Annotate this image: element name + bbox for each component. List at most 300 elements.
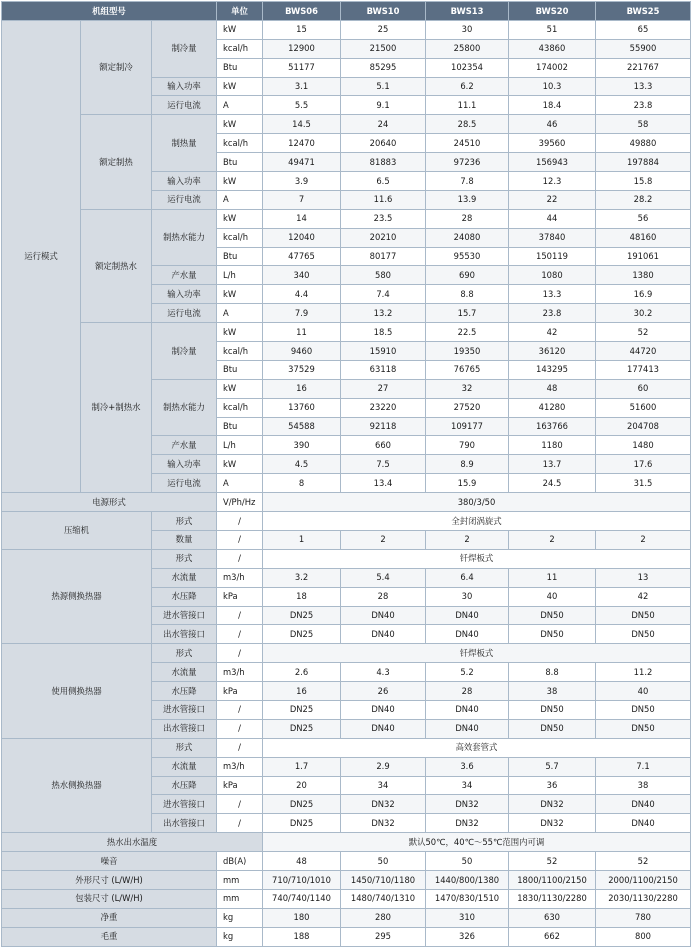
value-cell: 12900: [263, 39, 341, 58]
table-row: [2, 908, 691, 927]
unit-cell: A: [217, 474, 263, 493]
value-cell: DN40: [426, 719, 509, 738]
value-cell: 16: [263, 682, 341, 701]
value-cell: 8.8: [509, 663, 596, 682]
table-row: [2, 512, 691, 531]
value-cell: 48: [509, 379, 596, 398]
value-cell: 40: [509, 587, 596, 606]
value-cell: 31.5: [596, 474, 691, 493]
value-cell: 6.5: [341, 172, 426, 191]
unit-cell: kW: [217, 172, 263, 191]
value-cell: 15.7: [426, 304, 509, 323]
unit-cell: L/h: [217, 266, 263, 285]
value-cell: 20640: [341, 134, 426, 153]
pack-dims-label: 包装尺寸 (L/W/H): [2, 889, 217, 908]
param-label: 运行电流: [152, 474, 217, 493]
unit-cell: /: [217, 700, 263, 719]
unit-cell: kcal/h: [217, 39, 263, 58]
value-cell: 280: [341, 908, 426, 927]
rated-hot-water-label: 额定制热水: [81, 209, 152, 322]
value-cell: DN50: [509, 625, 596, 644]
value-cell: 18.4: [509, 96, 596, 115]
value-cell: 48160: [596, 228, 691, 247]
value-cell: 50: [426, 852, 509, 871]
value-cell: 662: [509, 927, 596, 946]
value-cell: 39560: [509, 134, 596, 153]
unit-cell: A: [217, 304, 263, 323]
value-cell: 63118: [341, 360, 426, 379]
value-cell: 11: [509, 568, 596, 587]
value-cell: DN50: [509, 719, 596, 738]
hx-type: 钎焊板式: [263, 644, 691, 663]
unit-cell: kcal/h: [217, 398, 263, 417]
value-cell: 34: [341, 776, 426, 795]
value-cell: 28.5: [426, 115, 509, 134]
value-cell: 790: [426, 436, 509, 455]
heat-source-hx-label: 热源侧换热器: [2, 549, 152, 643]
model-header: 机组型号: [2, 2, 217, 21]
value-cell: DN50: [596, 719, 691, 738]
value-cell: DN40: [426, 606, 509, 625]
value-cell: 5.1: [341, 77, 426, 96]
value-cell: 13760: [263, 398, 341, 417]
value-cell: 11.1: [426, 96, 509, 115]
table-row: [2, 20, 691, 39]
unit-cell: /: [217, 738, 263, 757]
value-cell: 11.6: [341, 190, 426, 209]
param-label: 输入功率: [152, 77, 217, 96]
value-cell: 174002: [509, 58, 596, 77]
value-cell: 24.5: [509, 474, 596, 493]
value-cell: 95530: [426, 247, 509, 266]
dims-label: 外形尺寸 (L/W/H): [2, 870, 217, 889]
power-label: 电源形式: [2, 493, 217, 512]
value-cell: 16.9: [596, 285, 691, 304]
value-cell: 1480/740/1310: [341, 889, 426, 908]
value-cell: 23.8: [509, 304, 596, 323]
value-cell: 2000/1100/2150: [596, 870, 691, 889]
unit-cell: kg: [217, 908, 263, 927]
model-name: BWS10: [341, 2, 426, 21]
value-cell: 44: [509, 209, 596, 228]
value-cell: DN25: [263, 700, 341, 719]
value-cell: 188: [263, 927, 341, 946]
value-cell: 18: [263, 587, 341, 606]
value-cell: 54588: [263, 417, 341, 436]
value-cell: 13.4: [341, 474, 426, 493]
value-cell: DN25: [263, 625, 341, 644]
value-cell: DN40: [341, 625, 426, 644]
gross-weight-label: 毛重: [2, 927, 217, 946]
unit-cell: kPa: [217, 776, 263, 795]
use-side-hx-label: 使用侧换热器: [2, 644, 152, 738]
value-cell: 1440/800/1380: [426, 870, 509, 889]
value-cell: 1080: [509, 266, 596, 285]
value-cell: 2: [426, 530, 509, 549]
param-label: 水流量: [152, 757, 217, 776]
param-label: 出水管接口: [152, 814, 217, 833]
table-row: [2, 115, 691, 134]
value-cell: 23220: [341, 398, 426, 417]
param-label: 运行电流: [152, 96, 217, 115]
value-cell: 16: [263, 379, 341, 398]
run-mode-label: 运行模式: [2, 20, 81, 492]
value-cell: 56: [596, 209, 691, 228]
value-cell: DN32: [341, 814, 426, 833]
value-cell: DN32: [341, 795, 426, 814]
value-cell: 295: [341, 927, 426, 946]
value-cell: 81883: [341, 153, 426, 172]
unit-cell: /: [217, 644, 263, 663]
value-cell: 12.3: [509, 172, 596, 191]
unit-cell: L/h: [217, 436, 263, 455]
value-cell: 1800/1100/2150: [509, 870, 596, 889]
unit-cell: kPa: [217, 587, 263, 606]
table-row: [2, 833, 691, 852]
value-cell: DN32: [426, 814, 509, 833]
param-label: 输入功率: [152, 455, 217, 474]
value-cell: 24510: [426, 134, 509, 153]
value-cell: 11.2: [596, 663, 691, 682]
value-cell: 80177: [341, 247, 426, 266]
unit-cell: kW: [217, 379, 263, 398]
param-label: 水流量: [152, 568, 217, 587]
unit-cell: kPa: [217, 682, 263, 701]
table-row: [2, 927, 691, 946]
value-cell: 23.8: [596, 96, 691, 115]
hx-type: 高效套管式: [263, 738, 691, 757]
cool-plus-hw-label: 制冷+制热水: [81, 323, 152, 493]
compressor-label: 压缩机: [2, 512, 152, 550]
value-cell: DN40: [341, 719, 426, 738]
unit-cell: dB(A): [217, 852, 263, 871]
value-cell: 800: [596, 927, 691, 946]
table-row: [2, 323, 691, 342]
value-cell: 12040: [263, 228, 341, 247]
unit-cell: kg: [217, 927, 263, 946]
hx-type: 钎焊板式: [263, 549, 691, 568]
unit-cell: A: [217, 190, 263, 209]
table-row: [2, 493, 691, 512]
value-cell: 7.8: [426, 172, 509, 191]
value-cell: 156943: [509, 153, 596, 172]
unit-cell: /: [217, 606, 263, 625]
value-cell: DN40: [596, 814, 691, 833]
value-cell: 15: [263, 20, 341, 39]
table-row: [2, 889, 691, 908]
value-cell: 50: [341, 852, 426, 871]
value-cell: 27: [341, 379, 426, 398]
value-cell: 14.5: [263, 115, 341, 134]
value-cell: 51: [509, 20, 596, 39]
param-label: 水流量: [152, 663, 217, 682]
value-cell: 177413: [596, 360, 691, 379]
value-cell: 28: [341, 587, 426, 606]
value-cell: 710/710/1010: [263, 870, 341, 889]
spec-table: [1, 1, 691, 947]
value-cell: DN25: [263, 795, 341, 814]
value-cell: 1450/710/1180: [341, 870, 426, 889]
hw-temp-value: 默认50℃，40℃～55℃范围内可调: [263, 833, 691, 852]
value-cell: 28.2: [596, 190, 691, 209]
value-cell: 7.1: [596, 757, 691, 776]
value-cell: 1.7: [263, 757, 341, 776]
rated-heating-label: 额定制热: [81, 115, 152, 209]
value-cell: DN50: [509, 606, 596, 625]
value-cell: 3.6: [426, 757, 509, 776]
value-cell: 1470/830/1510: [426, 889, 509, 908]
value-cell: 13.2: [341, 304, 426, 323]
value-cell: 22.5: [426, 323, 509, 342]
value-cell: DN25: [263, 814, 341, 833]
param-label: 出水管接口: [152, 719, 217, 738]
value-cell: DN40: [596, 795, 691, 814]
param-label: 形式: [152, 512, 217, 531]
value-cell: DN25: [263, 606, 341, 625]
value-cell: 24080: [426, 228, 509, 247]
value-cell: 2: [596, 530, 691, 549]
value-cell: DN40: [341, 700, 426, 719]
value-cell: 34: [426, 776, 509, 795]
param-label: 产水量: [152, 266, 217, 285]
value-cell: 2.6: [263, 663, 341, 682]
value-cell: 24: [341, 115, 426, 134]
unit-cell: /: [217, 814, 263, 833]
value-cell: 2: [509, 530, 596, 549]
value-cell: 660: [341, 436, 426, 455]
value-cell: 25: [341, 20, 426, 39]
value-cell: 30: [426, 20, 509, 39]
value-cell: 3.9: [263, 172, 341, 191]
table-row: [2, 209, 691, 228]
value-cell: 20210: [341, 228, 426, 247]
value-cell: 5.5: [263, 96, 341, 115]
value-cell: 1180: [509, 436, 596, 455]
value-cell: 47765: [263, 247, 341, 266]
value-cell: 38: [509, 682, 596, 701]
unit-cell: kcal/h: [217, 134, 263, 153]
unit-cell: /: [217, 530, 263, 549]
value-cell: 6.2: [426, 77, 509, 96]
unit-cell: Btu: [217, 417, 263, 436]
param-label: 形式: [152, 549, 217, 568]
net-weight-label: 净重: [2, 908, 217, 927]
value-cell: 92118: [341, 417, 426, 436]
unit-cell: kW: [217, 20, 263, 39]
value-cell: 40: [596, 682, 691, 701]
value-cell: 22: [509, 190, 596, 209]
unit-cell: V/Ph/Hz: [217, 493, 263, 512]
value-cell: 8.9: [426, 455, 509, 474]
value-cell: 48: [263, 852, 341, 871]
header-row: [2, 2, 691, 21]
value-cell: 20: [263, 776, 341, 795]
value-cell: 1: [263, 530, 341, 549]
unit-cell: /: [217, 719, 263, 738]
value-cell: 38: [596, 776, 691, 795]
value-cell: 10.3: [509, 77, 596, 96]
value-cell: 58: [596, 115, 691, 134]
value-cell: 1830/1130/2280: [509, 889, 596, 908]
value-cell: 191061: [596, 247, 691, 266]
value-cell: 5.7: [509, 757, 596, 776]
value-cell: 76765: [426, 360, 509, 379]
noise-label: 噪音: [2, 852, 217, 871]
unit-cell: mm: [217, 870, 263, 889]
value-cell: 97236: [426, 153, 509, 172]
param-label: 制冷量: [152, 20, 217, 77]
unit-cell: Btu: [217, 247, 263, 266]
value-cell: 28: [426, 682, 509, 701]
unit-cell: kW: [217, 77, 263, 96]
value-cell: 2030/1130/2280: [596, 889, 691, 908]
value-cell: DN40: [426, 700, 509, 719]
table-row: [2, 870, 691, 889]
value-cell: 690: [426, 266, 509, 285]
value-cell: 580: [341, 266, 426, 285]
value-cell: 11: [263, 323, 341, 342]
value-cell: 15910: [341, 342, 426, 361]
value-cell: 30: [426, 587, 509, 606]
value-cell: 5.4: [341, 568, 426, 587]
param-label: 水压降: [152, 776, 217, 795]
param-label: 制冷量: [152, 323, 217, 380]
hot-water-hx-label: 热水侧换热器: [2, 738, 152, 832]
value-cell: 23.5: [341, 209, 426, 228]
rated-cooling-label: 额定制冷: [81, 20, 152, 114]
value-cell: 13: [596, 568, 691, 587]
unit-cell: kW: [217, 115, 263, 134]
unit-cell: /: [217, 512, 263, 531]
value-cell: 7.5: [341, 455, 426, 474]
value-cell: 14: [263, 209, 341, 228]
value-cell: 8.8: [426, 285, 509, 304]
param-label: 数量: [152, 530, 217, 549]
value-cell: 3.2: [263, 568, 341, 587]
param-label: 形式: [152, 738, 217, 757]
unit-cell: kW: [217, 455, 263, 474]
value-cell: DN50: [596, 700, 691, 719]
value-cell: 143295: [509, 360, 596, 379]
unit-cell: /: [217, 795, 263, 814]
param-label: 水压降: [152, 682, 217, 701]
hw-temp-label: 热水出水温度: [2, 833, 263, 852]
value-cell: DN25: [263, 719, 341, 738]
value-cell: 15.8: [596, 172, 691, 191]
unit-cell: Btu: [217, 58, 263, 77]
value-cell: 52: [596, 323, 691, 342]
value-cell: 310: [426, 908, 509, 927]
param-label: 输入功率: [152, 172, 217, 191]
unit-cell: kW: [217, 323, 263, 342]
value-cell: 180: [263, 908, 341, 927]
value-cell: 12470: [263, 134, 341, 153]
unit-cell: kcal/h: [217, 342, 263, 361]
value-cell: 2: [341, 530, 426, 549]
table-row: [2, 738, 691, 757]
unit-cell: kW: [217, 285, 263, 304]
value-cell: 102354: [426, 58, 509, 77]
value-cell: 15.9: [426, 474, 509, 493]
value-cell: 37840: [509, 228, 596, 247]
value-cell: 32: [426, 379, 509, 398]
value-cell: 13.9: [426, 190, 509, 209]
unit-cell: kcal/h: [217, 228, 263, 247]
unit-cell: /: [217, 549, 263, 568]
value-cell: 41280: [509, 398, 596, 417]
value-cell: 163766: [509, 417, 596, 436]
value-cell: 7.4: [341, 285, 426, 304]
value-cell: 18.5: [341, 323, 426, 342]
value-cell: 197884: [596, 153, 691, 172]
value-cell: 390: [263, 436, 341, 455]
value-cell: 326: [426, 927, 509, 946]
value-cell: 7.9: [263, 304, 341, 323]
value-cell: 150119: [509, 247, 596, 266]
value-cell: 740/740/1140: [263, 889, 341, 908]
value-cell: 4.4: [263, 285, 341, 304]
value-cell: 42: [596, 587, 691, 606]
model-name: BWS20: [509, 2, 596, 21]
value-cell: 44720: [596, 342, 691, 361]
value-cell: 21500: [341, 39, 426, 58]
value-cell: 5.2: [426, 663, 509, 682]
param-label: 形式: [152, 644, 217, 663]
value-cell: 1480: [596, 436, 691, 455]
value-cell: DN40: [341, 606, 426, 625]
value-cell: 630: [509, 908, 596, 927]
value-cell: 60: [596, 379, 691, 398]
param-label: 产水量: [152, 436, 217, 455]
unit-cell: Btu: [217, 360, 263, 379]
value-cell: DN50: [596, 606, 691, 625]
unit-cell: /: [217, 625, 263, 644]
param-label: 水压降: [152, 587, 217, 606]
value-cell: 204708: [596, 417, 691, 436]
value-cell: DN32: [426, 795, 509, 814]
value-cell: 6.4: [426, 568, 509, 587]
value-cell: 30.2: [596, 304, 691, 323]
value-cell: 13.3: [509, 285, 596, 304]
value-cell: 3.1: [263, 77, 341, 96]
value-cell: DN40: [426, 625, 509, 644]
param-label: 进水管接口: [152, 795, 217, 814]
value-cell: 65: [596, 20, 691, 39]
value-cell: DN50: [596, 625, 691, 644]
param-label: 输入功率: [152, 285, 217, 304]
unit-cell: Btu: [217, 153, 263, 172]
value-cell: 49880: [596, 134, 691, 153]
param-label: 进水管接口: [152, 700, 217, 719]
model-name: BWS13: [426, 2, 509, 21]
value-cell: 46: [509, 115, 596, 134]
value-cell: 26: [341, 682, 426, 701]
unit-cell: m3/h: [217, 663, 263, 682]
param-label: 出水管接口: [152, 625, 217, 644]
param-label: 制热水能力: [152, 379, 217, 436]
model-name: BWS06: [263, 2, 341, 21]
value-cell: 36120: [509, 342, 596, 361]
table-row: [2, 549, 691, 568]
value-cell: 1380: [596, 266, 691, 285]
value-cell: 109177: [426, 417, 509, 436]
value-cell: 25800: [426, 39, 509, 58]
value-cell: 28: [426, 209, 509, 228]
value-cell: 43860: [509, 39, 596, 58]
value-cell: 42: [509, 323, 596, 342]
value-cell: 9.1: [341, 96, 426, 115]
param-label: 运行电流: [152, 190, 217, 209]
